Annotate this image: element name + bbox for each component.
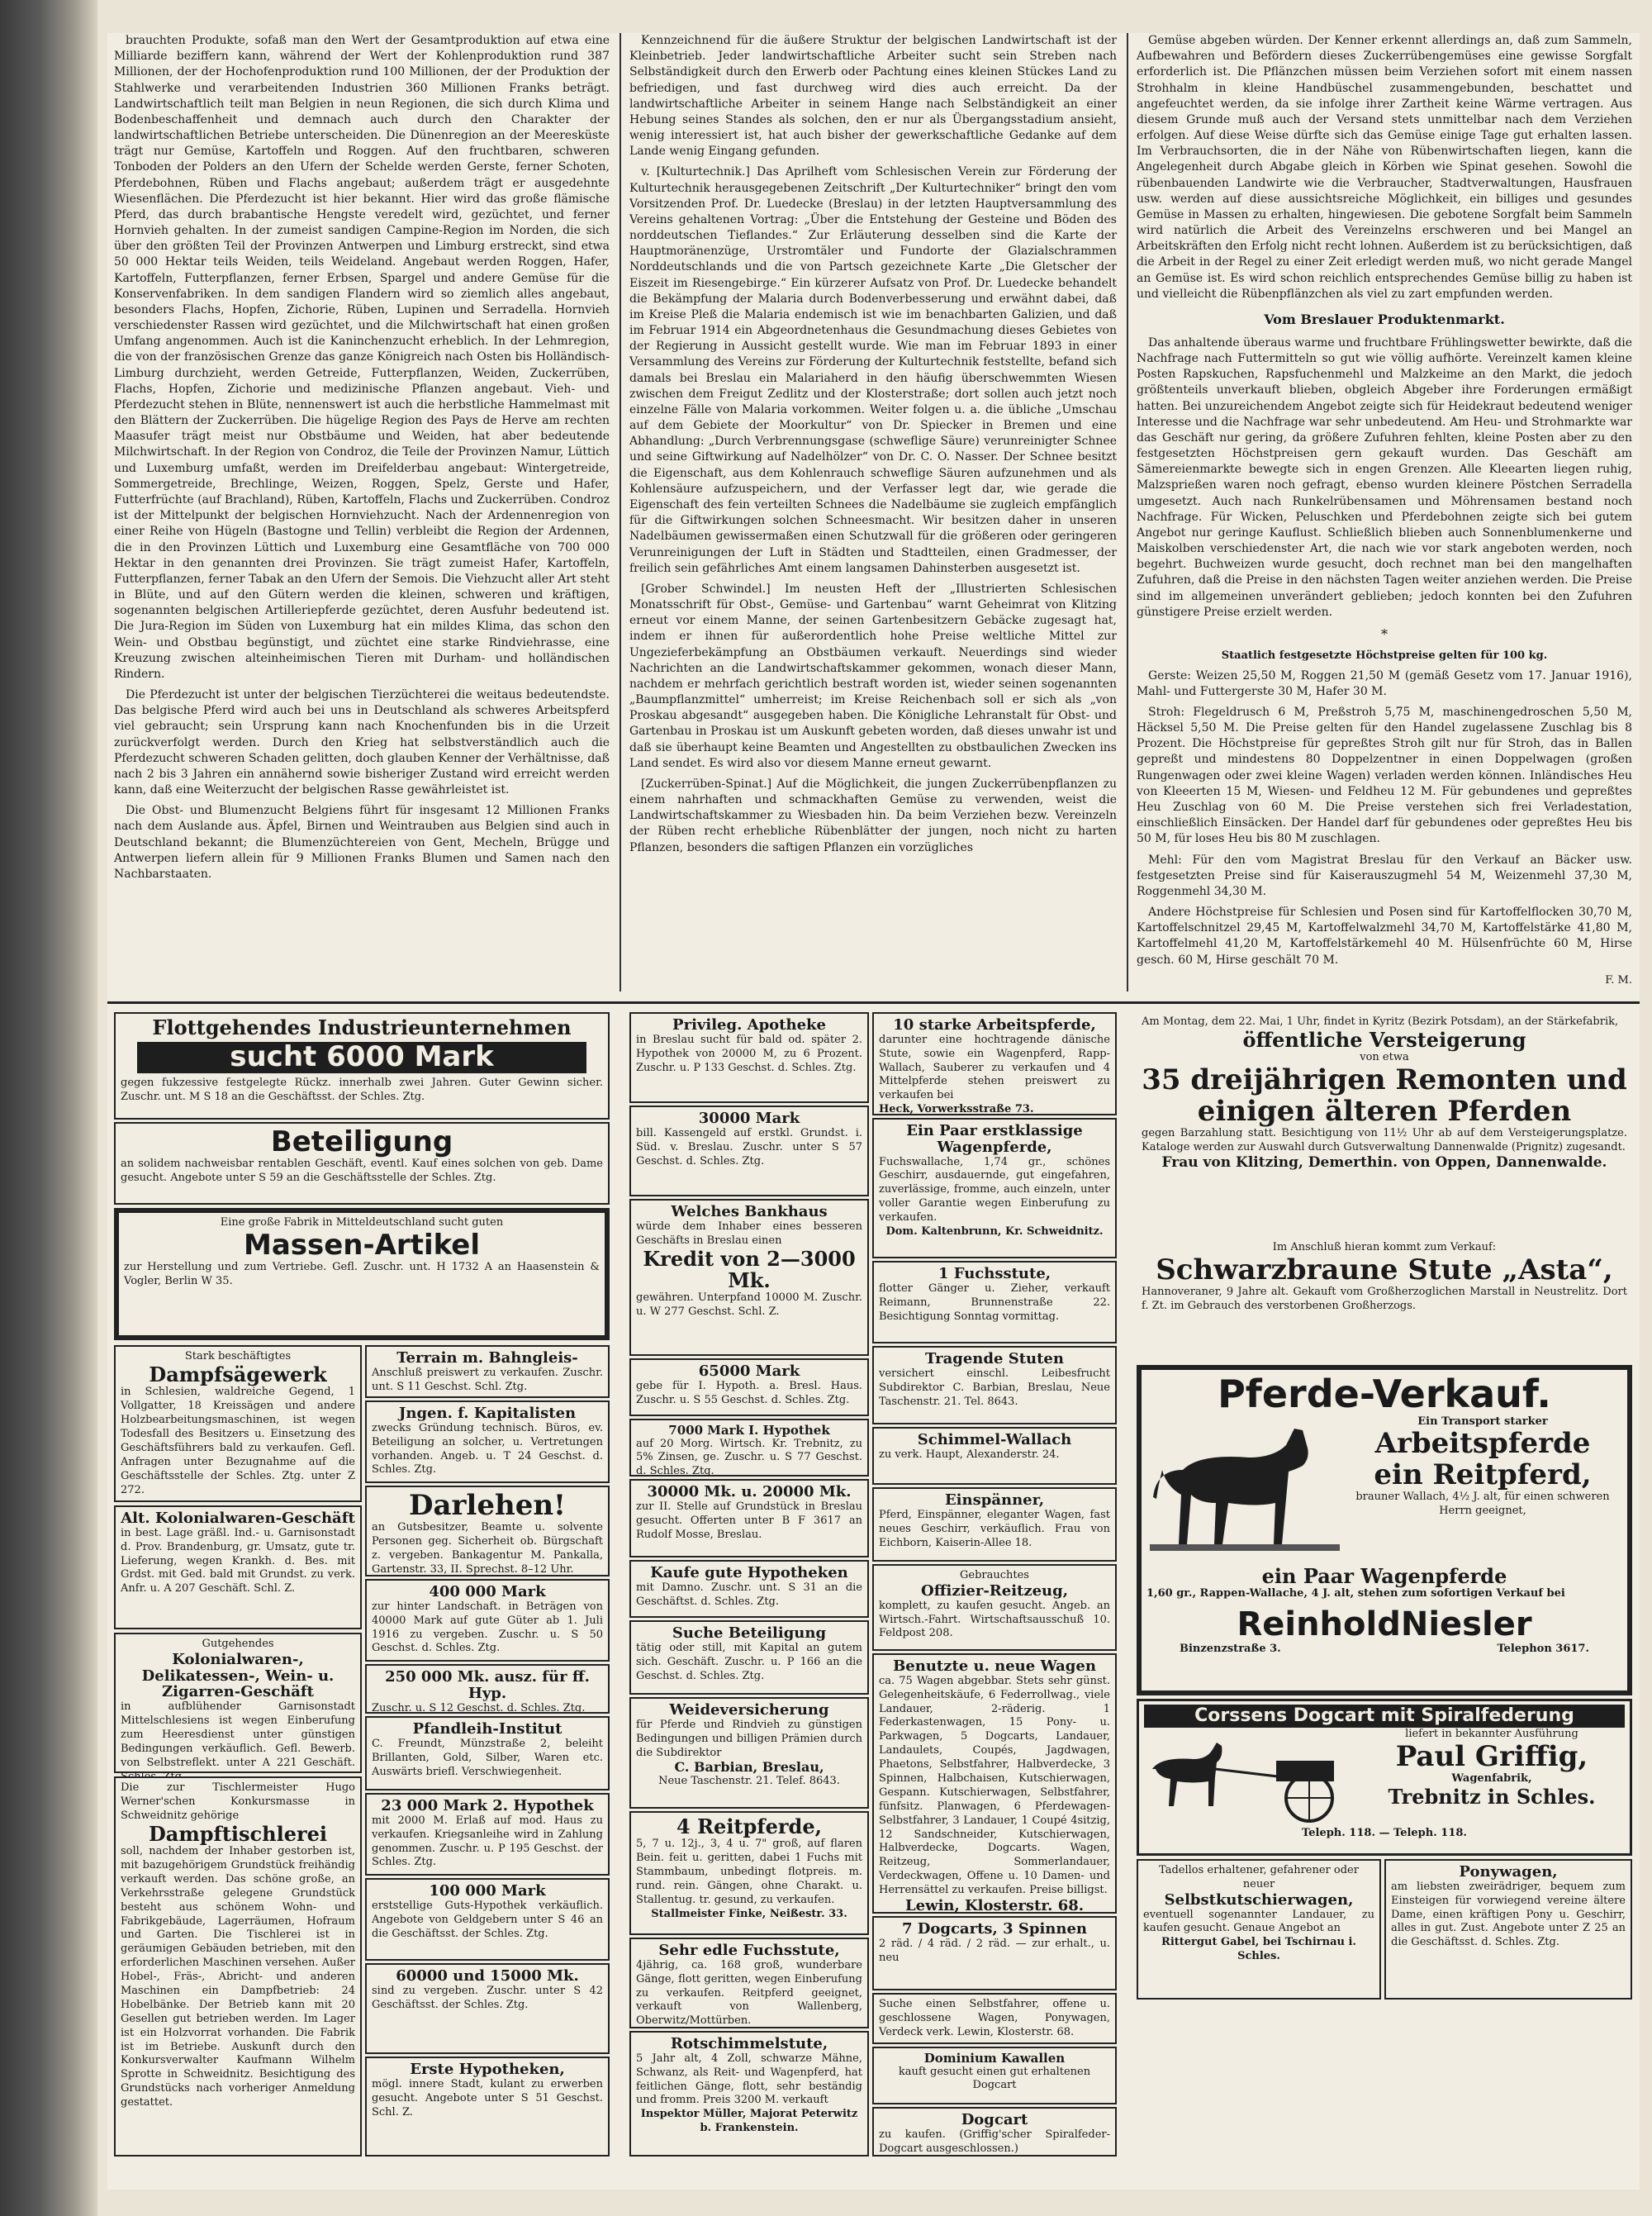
ad-text: 5, 7 u. 12j., 3, 4 u. 7" groß, auf flaren Bein. feit u. geritten, dabei 1 Fuchs mit Stammbaum, unbedingt flotpreis. m. rund. rein. Gängen, ohne Charakt. u. Stallentug. tr. gesund, zu verkaufen. bbox=[636, 1838, 862, 1906]
ad-text: Suche einen Selbstfahrer, offene u. geschlossene Wagen, Ponywagen, Verdeck verk. Lewin, Klosterstr. 68. bbox=[879, 1998, 1110, 2038]
ad-city: Trebnitz in Schles. bbox=[1388, 1785, 1596, 1809]
ad-text: Tadellos erhaltener, gefahrener oder neuer bbox=[1159, 1864, 1359, 1890]
ad-headline: Rotschimmelstute, bbox=[670, 2035, 828, 2052]
ad-text: mit 2000 M. Erlaß auf mod. Haus zu verkaufen. Kriegsanleihe wird in Zahlung genommen. Zuschr. u. P 195 Geschst. der Schles. Ztg. bbox=[372, 1814, 603, 1869]
paragraph: v. [Kulturtechnik.] Das Aprilheft vom Schlesischen Verein zur Förderung der Kulturtechnik herausgegebenen Zeitschrift „Der Kulturtechniker“ bringt den vom Vorsitzenden Prof. Dr. Luedecke (Breslau) in der letzten Hauptversammlung des Vereins gehaltenen Vortrag: „Über die Entstehung der Gesteine und Böden des norddeutschen Tieflandes.“ Zur Erläuterung desselben sind die Karte der Hauptmoränenzüge, Urstromtäler und Fundorte der Glazialschrammen Norddeutschlands und die von Partsch gezeichnete Karte „Die Gletscher der Eiszeit im Riesengebirge.“ Ein kürzerer Aufsatz von Prof. Dr. Luedecke behandelt die Bekämpfung der Malaria durch Bodenverbesserung und erwähnt dabei, daß im Kreise Pleß die Malaria endemisch ist wie im benachbarten Galizien, und daß im Februar 1914 ein Abgeordnetenhaus die Gesundmachung dieses Gebietes von der Regierung in Aussicht gestellt wurde. Wie man im Februar 1893 in einer Versammlung des Vereins zur Förderung der Kulturtechnik feststellte, befand sich damals bei Breslau ein Malariaherd in den häufig überschwemmten Wiesen zwischen dem Freigut Zedlitz und der Klosterstraße; dort sollen auch jetzt noch einzelne Fälle von Malaria vorkommen. Weiter folgen u. a. die übliche „Umschau auf dem Gebiete der Moorkultur“ von Dr. Spiecker in Bremen und eine Abhandlung: „Durch Verbrennungsgase (schweflige Säure) verunreinigter Schnee und seine Giftwirkung auf Nadelhölzer“ von Dr. C. O. Nasser. Der Schnee besitzt die Eigenschaft, aus dem Kohlenrauch schweflige Säuren aufzunehmen und als Kohlensäure aufzuspeichern, und der Verfasser legt dar, wie gerade die Eigenschaft des fein verteilten Schnees die Nadelbäume sie zugleich empfänglich für die Giftwirkungen solchen Schneesmacht. Wir besitzen daher in unseren Nadelbäumen gewissermaßen einen Schutzwall für die größeren oder geringeren Verunreinigungen der Luft in Städten und Stadtteilen, einen Gradmesser, der freilich sein gefährliches Amt einem langsamen Dahinsterben ausgesetzt ist. bbox=[629, 165, 1117, 575]
ad-bank-credit bbox=[629, 1199, 869, 1356]
column-divider bbox=[1127, 33, 1128, 991]
ad-text: liefert in bekannter Ausführung bbox=[1405, 1728, 1578, 1741]
ad-headline: 250 000 Mk. ausz. für ff. Hyp. bbox=[385, 1668, 590, 1702]
ad-pretext: Eine große Fabrik in Mitteldeutschland sucht guten bbox=[220, 1216, 504, 1229]
ad-65000-mark bbox=[629, 1358, 869, 1416]
ad-headline: Dominium Kawallen bbox=[923, 2051, 1066, 2066]
ad-text: zur II. Stelle auf Grundstück in Breslau gesucht. Offerten unter B F 3617 an Rudolf Mosse, Breslau. bbox=[636, 1500, 862, 1541]
ad-sawmill bbox=[114, 1345, 362, 1502]
ad-headline: ein Paar Wagenpferde bbox=[1261, 1563, 1507, 1588]
ad-headline: Schimmel-Wallach bbox=[917, 1431, 1072, 1448]
ad-text: tätig oder still, mit Kapital an gutem sich. Geschäft. Zuschr. u. P 166 an die Geschst. d. Schles. Ztg. bbox=[636, 1641, 862, 1682]
paragraph: Die Pferdezucht ist unter der belgischen Tierzüchterei die weitaus bedeutendste. Das belgische Pferd wird auch bei uns in Deutschland als schweres Arbeitspferd viel gebraucht; sein Ursprung kann nach Knochenfunden bis in die Urzeit zurückverfolgt werden. Durch den Krieg hat selbstverständlich auch die Pferdezucht schweren Schaden gelitten, doch glauben Kenner der Verhältnisse, daß nach 2 bis 3 Jahren ein annähernd sowie bisheriger Zustand wird erreicht werden kann, daß eine Weiterzucht der belgischen Rasse gewährleistet ist. bbox=[114, 688, 610, 797]
ad-text: gegen Barzahlung statt. Besichtigung von 11½ Uhr ab auf dem Versteigerungsplatze. Kataloge werden zur Auswahl durch Gutsverwaltung Dannenwalde (Prignitz) zugesandt. bbox=[1142, 1126, 1627, 1153]
paragraph: Das anhaltende überaus warme und fruchtbare Frühlingswetter bewirkte, daß die Nachfrage nach Futtermitteln so gut wie völlig aufhörte. Vereinzelt kamen kleine Posten Rapskuchen, Rapsfuchenmehl und Malzkeime an den Markt, die jedoch größtenteils unverkauft blieben, obgleich Abgeber ihre Forderungen ermäßigt hatten. Bei unzureichendem Angebot zeigte sich für Heidekraut bedeutend weniger Interesse und die Nachfrage war sehr unbedeutend. Am Heu- und Strohmarkte war das Geschäft nur gering, da größere Zufuhren fehlten, kleine Posten aber zu den festgesetzten Höchstpreisen gern gekauft wurden. Das Geschäft am Sämereienmarkte bewegte sich in engen Grenzen. Alle Kleearten liegen ruhig, Malzsprießen waren noch gefragt, ebenso wurden kleinere Pöstchen Serradella umgesetzt. Auch nach Runkelrübensamen und Möhrensamen bestand noch Nachfrage. Für Wicken, Peluschken und Pferdebohnen zeigte sich bei gutem Angebot nur geringe Kauflust. Schließlich blieben auch Sonnenblumenkerne und Maiskolben verschiedenster Art, die nach wie vor stark angeboten werden, noch begehrt. Buchweizen wurde gesucht, doch rechnet man bei den mangelhaften Zufuhren, daß die Preise in den nächsten Tagen weiter anziehen werden. Die Preise sind im allgemeinen unverändert geblieben; jedoch konnten bei den Zufuhren günstigere Preise erzielt werden. bbox=[1137, 335, 1632, 619]
ad-text: Im Anschluß hieran kommt zum Verkauf: bbox=[1272, 1241, 1497, 1253]
author-signature: F. M. bbox=[1605, 973, 1632, 987]
ad-headline: Kolonialwaren-, Delikatessen-, Wein- u. Zigarren-Geschäft bbox=[141, 1650, 335, 1701]
ad-text: bill. Kassengeld auf erstkl. Grundst. i. Süd. v. Breslau. Zuschr. unter S 57 Geschst. d. Schles. Ztg. bbox=[636, 1126, 862, 1167]
ad-text: komplett, zu kaufen gesucht. Angeb. an Wirtsch.-Fahrt. Wirtschaftsausschuß 10. Feldpost 208. bbox=[879, 1599, 1110, 1640]
ad-text: auf 20 Morg. Wirtsch. Kr. Trebnitz, zu 5% Zinsen, ge. Zuschr. u. S 77 Geschst. d. Schles. Ztg. bbox=[636, 1437, 862, 1478]
ad-headline: 23 000 Mark 2. Hypothek bbox=[381, 1797, 594, 1814]
ad-pretext: Die zur Tischlermeister Hugo Werner'schen Konkursmasse in Schweidnitz gehörige bbox=[121, 1781, 355, 1822]
paragraph: [Zuckerrüben-Spinat.] Auf die Möglichkeit, die jungen Zuckerrübenpflanzen zu einem nahrhaften und schmackhaften Gemüse zu verwenden, weist die Landwirtschaftskammer zu Wiesbaden hin. Da beim Verziehen bezw. Vereinzeln der Rüben recht erhebliche Rübenblätter der jungen, noch nicht zu harten Pflanzen, besonders die saftigen Pflanzen ein vorzügliches bbox=[629, 777, 1117, 854]
ad-riding-horses bbox=[629, 1811, 869, 1935]
newspaper-page bbox=[107, 33, 1640, 2190]
ad-pawn-institute bbox=[365, 1716, 610, 1790]
ad-work-horses bbox=[872, 1012, 1117, 1115]
ad-seller: Dom. Kaltenbrunn, Kr. Schweidnitz. bbox=[885, 1225, 1104, 1239]
ad-text: für Pferde und Rindvieh zu günstigen Bedingungen und billigen Prämien durch die Subdirektor bbox=[636, 1718, 862, 1759]
paragraph: Andere Höchstpreise für Schlesien und Posen sind für Kartoffelflocken 30,70 M, Kartoffelschnitzel 29,45 M, Kartoffelwalzmehl 34,70 M, Kartoffelstärke 41,80 M, Kartoffelmehl 41,20 M, Kartoffelstärkemehl 40 M. Hülsenfrüchte 60 M, Hirse gesch. 60 M, Hirse geschält 70 M. bbox=[1137, 906, 1632, 967]
paragraph: Mehl: Für den vom Magistrat Breslau für den Verkauf an Bäcker usw. festgesetzten Preise sind für Kaiserauszugmehl 54 M, Weizenmehl 37,30 M, Roggenmehl 34,30 M. bbox=[1137, 853, 1632, 898]
ad-pretext: Stark beschäftigtes bbox=[184, 1350, 292, 1362]
ad-text: Hannoveraner, 9 Jahre alt. Gekauft vom Großherzoglichen Marstall in Neustrelitz. Dort f. Zt. im Gebrauch des verstorbenen Großherzogs. bbox=[1142, 1286, 1627, 1313]
ad-subheadline: sucht 6000 Mark bbox=[137, 1042, 586, 1072]
ad-headline: Ponywagen, bbox=[1459, 1863, 1558, 1881]
ad-chestnut-filly bbox=[872, 1261, 1117, 1343]
ad-phone: Teleph. 118. — Teleph. 118. bbox=[1302, 1827, 1467, 1840]
ad-text: in aufblühender Garnisonstadt Mittelschlesiens ist wegen Einberufung zum Heeresdienst unter günstigen Bedingungen verkäuflich. Gefl. Bewerb. von Selbstreflekt. unter A 221 Geschäft. bbox=[121, 1700, 355, 1769]
ad-100000-mark bbox=[365, 1878, 610, 1961]
ad-text: Pferd, Einspänner, eleganter Wagen, fast neues Geschirr, verkäuflich. Frau von Eichborn, Kaiserin-Allee 18. bbox=[879, 1508, 1110, 1549]
ad-text: gewähren. Unterpfand 10000 M. Zuschr. u. W 277 Geschst. Schl. Z. bbox=[636, 1291, 862, 1319]
ad-text: 2 räd. / 4 räd. / 2 räd. — zur erhalt., u. neu bbox=[879, 1937, 1110, 1964]
ad-officer-saddle bbox=[872, 1564, 1117, 1651]
ad-pasture-insurance bbox=[629, 1697, 869, 1809]
ad-mortgage-30000-20000 bbox=[629, 1479, 869, 1557]
ad-headline: Welches Bankhaus bbox=[671, 1203, 828, 1220]
ad-headline: Terrain m. Bahngleis- bbox=[396, 1349, 578, 1367]
ad-subtext: von etwa bbox=[1360, 1051, 1409, 1064]
ad-colonial-goods bbox=[114, 1505, 362, 1629]
ad-text: zu verk. Haupt, Alexanderstr. 24. bbox=[879, 1448, 1060, 1461]
ad-headline: 60000 und 15000 Mk. bbox=[396, 1967, 579, 1985]
ad-seller: Stallmeister Finke, Neißestr. 33. bbox=[651, 1907, 847, 1920]
paragraph: Kennzeichnend für die äußere Struktur der belgischen Landwirtschaft ist der Kleinbetrieb. Jeder landwirtschaftliche Arbeiter sucht sein Streben nach Selbständigkeit durch den Erwerb oder Pachtung eines kleinen Stückes Land zu befriedigen, und fast durchweg wird dies auch erreicht. Da der landwirtschaftliche Arbeiter in seinem Hange nach Selbständigkeit an einer Hebung seines Standes als solchen, den er nur als Übergangsstadium ansieht, wenig interessiert ist, hat auch bisher der gewerkschaftliche Gedanke auf dem Lande wenig Eingang gefunden. bbox=[629, 34, 1117, 159]
ad-text: eventuell sogenannter Landauer, zu kaufen gesucht. Genaue Angebot an bbox=[1143, 1908, 1374, 1935]
ad-mass-article bbox=[114, 1208, 610, 1340]
ad-roan-mare bbox=[629, 2031, 869, 2157]
ad-headline: 1 Fuchsstute, bbox=[938, 1265, 1051, 1282]
ad-headline: Darlehen! bbox=[409, 1489, 566, 1522]
ad-headline: Sehr edle Fuchsstute, bbox=[658, 1942, 840, 1959]
ad-seller: Lewin, Klosterstr. 68. bbox=[904, 1897, 1085, 1915]
ad-text: Fuchswallache, 1,74 gr., schönes Geschirr, ausdauernde, gut eingefahren, zuverlässige, fromme, auch einzeln, unter voller Garantie wegen Einberufung zu verkaufen. bbox=[879, 1155, 1110, 1225]
ad-headline: Offizier-Reitzeug, bbox=[921, 1581, 1068, 1600]
ad-address: Binzenzstraße 3. bbox=[1180, 1642, 1281, 1655]
ad-seller: Inspektor Müller, Majorat Peterwitz b. Frankenstein. bbox=[640, 2108, 858, 2135]
paragraph: Gemüse abgeben würden. Der Kenner erkennt allerdings an, daß zum Sammeln, Aufbewahren und Befördern dieses Zuckerrübengemüses eine gewisse Sorgfalt erforderlich ist. Die Pflänzchen müssen beim Verziehen sofort mit einem nassen Strohhalm in kleine Handbüschel zusammengebunden, beschattet und angefeuchtet werden, da sie infolge ihrer Zartheit keine Wärme vertragen. Aus diesem Grunde muß auch der Versand stets unmittelbar nach dem Verziehen erfolgen. Auf diese Weise dürfte sich das Gemüse einige Tage gut erhalten lassen. Im Verbrauchsorten, die in der Nähe von Rübenwirtschaften liegen, kann die Angelegenheit durch Abgabe gleich in Körben wie Spinat gesehen. Sowohl die rübenbauenden Landwirte wie die Verbraucher, Stadtverwaltungen, Hausfrauen usw. werden auf diese aussichtsreiche Möglichkeit, ein billiges und gesundes Gemüse in Massen zu erhalten, hingewiesen. Die gebotene Sorgfalt beim Sammeln wird natürlich die Arbeit des Vereinzelns erschweren und bei Mangel an Arbeitskräften den Erfolg nicht recht lohnen. Außerdem ist zu berücksichtigen, daß die Arbeit in der Regel zu einer Zeit erledigt werden muß, wo nicht gerade Mangel an Gemüse ist. Es wird schon reichlich entsprechendes Gemüse billig zu haben ist und vielleicht die Rübenpflänzchen als viel zu zart empfunden werden. bbox=[1137, 34, 1632, 301]
paragraph: Gerste: Weizen 25,50 M, Roggen 21,50 M (gemäß Gesetz vom 17. Januar 1916), Mahl- und Futtergerste 30 M, Hafer 30 M. bbox=[1137, 668, 1632, 698]
ad-carriage-horses bbox=[872, 1118, 1117, 1258]
ad-text: flotter Gänger u. Zieher, verkauft Reimann, Brunnenstraße 22. Besichtigung Sonntag vormittag. bbox=[879, 1282, 1110, 1323]
article-column-2 bbox=[629, 33, 1117, 991]
ad-headline: Einspänner, bbox=[944, 1491, 1045, 1509]
ad-pregnant-mares bbox=[872, 1346, 1117, 1424]
ad-big-headline: 35 dreijährigen Remonten und einigen älteren Pferden bbox=[1142, 1063, 1627, 1128]
ad-headline: Tragende Stuten bbox=[925, 1350, 1064, 1367]
ad-headline: Pferde-Verkauf. bbox=[1218, 1372, 1551, 1416]
ad-pretext: Gutgehendes bbox=[202, 1638, 274, 1650]
ad-headline: Massen-Artikel bbox=[243, 1228, 481, 1262]
ad-headline: ein Reitpferd, bbox=[1374, 1458, 1592, 1491]
paragraph: Die Obst- und Blumenzucht Belgiens führt für insgesamt 12 Millionen Franks nach dem Auslande aus. Äpfel, Birnen und Weintrauben aus Belgien sind auch in Deutschland bekannt; die Blumenzüchtereien von Gent, Mecheln, Brügge und Antwerpen liefern allein für 9 Millionen Franks Blumen und Samen nach den Nachbarstaaten. bbox=[114, 804, 610, 881]
horse-carriage-illustration bbox=[1144, 1728, 1359, 1827]
ad-headline: Dampfsägewerk bbox=[149, 1362, 327, 1386]
ad-text: mit Damno. Zuschr. unt. S 31 an die Geschäftst. d. Schles. Ztg. bbox=[636, 1581, 862, 1608]
ad-headline: Flottgehendes Industrieunternehmen bbox=[152, 1015, 572, 1039]
ad-pharmacy bbox=[629, 1012, 869, 1103]
article-column-3 bbox=[1137, 33, 1632, 991]
ad-industrial-company bbox=[114, 1012, 610, 1120]
article-column-1 bbox=[114, 33, 610, 991]
ad-headline: Beteiligung bbox=[270, 1125, 453, 1158]
ad-terrain bbox=[365, 1345, 610, 1398]
ad-text: soll, nachdem der Inhaber gestorben ist, mit bazugehörigem Grundstück freihändig verkauft werden. Das schöne große, an Verkehrsstraße gelegene Grundstück besteht aus schönem Wohn- und Fabrikgebäude, Lagerräumen, Hofraum und Garten. Die Tischlerei ist in geräumigen Gebäuden betrieben, mit den erforderlichen Maschinen versehen. Außer Hobel-, Fräs-, Abricht- und anderen Maschinen ein Dampfbetrieb: 24 Hobelbänke. Der Betrieb kann mit 20 Gesellen gut betrieben werden. Im Lager ist ein Holzvorrat vorhanden. Die Fabrik ist im Betriebe. Auskunft durch den Konkursverwalter Kaufmann Wilhelm Sprotte in Schweidnitz. Besichtigung des Grundstücks nach vorheriger Anmeldung gestattet. bbox=[121, 1845, 355, 2109]
ad-text: Anschluß preiswert zu verkaufen. Zuschr. unt. S 11 Geschst. Schl. Ztg. bbox=[372, 1366, 603, 1393]
ad-headline: Suche Beteiligung bbox=[672, 1624, 827, 1642]
ad-headline: Ein Paar erstklassige Wagenpferde, bbox=[906, 1122, 1083, 1156]
ad-dogcart-wanted bbox=[872, 2107, 1117, 2157]
ad-seller: Frau von Klitzing, Demerthin. von Oppen, Dannenwalde. bbox=[1161, 1153, 1607, 1171]
ad-headline: Corssens Dogcart mit Spiralfederung bbox=[1144, 1705, 1625, 1728]
ad-seller: Rittergut Gabel, bei Tschirnau i. Schles. bbox=[1161, 1936, 1356, 1963]
ad-text: gebe für I. Hypoth. a. Bresl. Haus. Zuschr. u. S 55 Geschst. d. Schles. Ztg. bbox=[636, 1379, 862, 1406]
ad-participation bbox=[114, 1122, 610, 1205]
ad-text: an solidem nachweisbar rentablen Geschäft, eventl. Kauf eines solchen von geb. Dame gesucht. Angebote unter S 59 an die Geschäftsstelle der Schles. Ztg. bbox=[121, 1158, 603, 1185]
column-divider bbox=[620, 33, 621, 991]
ad-text: Am Montag, dem 22. Mai, 1 Uhr, findet in Kyritz (Bezirk Potsdam), an der Stärkefabrik, bbox=[1142, 1015, 1619, 1028]
ad-headline: 100 000 Mark bbox=[429, 1882, 546, 1900]
ad-used-new-wagons bbox=[872, 1653, 1117, 1914]
ad-text: Neue Taschenstr. 21. Telef. 8643. bbox=[658, 1775, 840, 1788]
ad-headline: öffentliche Versteigerung bbox=[1242, 1027, 1526, 1052]
ad-text: sind zu vergeben. Zuschr. unter S 42 Geschäftsst. der Schles. Ztg. bbox=[372, 1984, 603, 2011]
paragraph: [Grober Schwindel.] Im neusten Heft der „Illustrierten Schlesischen Monatsschrift für Obst-, Gemüse- und Gartenbau“ warnt Geheimrat von Klitzing erneut vor einem Manne, der seinen Gartenbesitzern Gebäcke zugesagt hat, indem er ihnen für außerordentlich hohe Preise weltliche Mittel zur Ungezieferbekämpfung an Obstbäumen verkauft. Neuerdings sind wieder Nachrichten an die Landwirtschaftskammer gekommen, wonach dieser Mann, nachdem er mehrfach gerichtlich bestraft worden ist, wieder seinen sogenannten „Baumpflanzmittel“ umherreist; im Kreise Reichenbach soll er sich als „von Proskau abgesandt“ ausgegeben haben. Die Königliche Lehranstalt für Obst- und Gartenbau in Proskau ist um Auskunft gebeten worden, daß dieses unwahr ist und daß sie überhaupt keine Beamten und Angestellten zu obstbaulichen Zwecken ins Land sendet. Es wird also vor diesem Manne erneut gewarnt. bbox=[629, 582, 1117, 770]
ad-headline: Selbstkutschierwagen, bbox=[1164, 1890, 1354, 1909]
ad-headline: Privileg. Apotheke bbox=[672, 1016, 826, 1034]
ad-horse-sale bbox=[1137, 1365, 1632, 1695]
ad-single-horse-carriage bbox=[872, 1487, 1117, 1562]
ad-self-driver bbox=[872, 1993, 1117, 2044]
ad-headline: 30000 Mk. u. 20000 Mk. bbox=[647, 1483, 852, 1500]
ad-30000-mark bbox=[629, 1106, 869, 1196]
ad-text: in Breslau sucht für bald od. später 2. Hypothek von 20000 M, zu 6 Prozent. Zuschr. u. P 133 Geschst. d. Schles. Ztg. bbox=[636, 1033, 862, 1074]
ad-text: ca. 75 Wagen abgebbar. Stets sehr günst. Gelegenheitskäufe, 6 Federrollwag., viele Landauer, 2-räderig. 1 Federkastenwagen, 15 Pony- u. Parkwagen, 5 Dogcarts, Landauer, Landaulets, Coupés, Jagdwagen, Phaetons, Selbstfahrer, Halbverdecke, 3 Spinnen, Halbchaisen, Kutschierwagen, Gespann. Kutschierwagen, Selbstfahrer, fünfsitz. Planwagen, 6 Pferdewagen-Selbstfahrer, 3 Landauer, 1 Coupé 4sitzig, 12 Sandschneider, Kutschierwagen, Halbverdecke, Dogcarts. Wagen, Reitzeug, Sommerlandauer, Verdeckwagen, Offene u. 10 Damen- und Herrensättel zu verkaufen. Preise billigst. bbox=[879, 1674, 1110, 1897]
ad-text: 4jährig, ca. 168 groß, wunderbare Gänge, flott geritten, wegen Einberufung zu verkaufen. Reitpferd geeignet, verkauft von Wallenberg, Oberwitz/Mottürben. bbox=[636, 1958, 862, 2028]
ad-seek-participation bbox=[629, 1620, 869, 1695]
ad-headline: 30000 Mark bbox=[698, 1110, 800, 1127]
ad-company: C. Barbian, Breslau, bbox=[674, 1759, 824, 1776]
ad-mare-asta bbox=[1137, 1238, 1632, 1362]
ad-text: darunter eine hochtragende dänische Stute, sowie ein Wagenpferd, Rapp-Wallach, Sauberer zu verkaufen und 4 Mittelpferde stehen preiswert zu verkaufen bei bbox=[879, 1033, 1110, 1102]
ad-text: würde dem Inhaber eines besseren Geschäfts in Breslau einen bbox=[636, 1220, 862, 1247]
ad-text: mögl. innere Stadt, kulant zu erwerben gesucht. Angebote unter S 51 Geschst. Schl. Z. bbox=[372, 2077, 603, 2119]
ad-headline: Benutzte u. neue Wagen bbox=[893, 1657, 1096, 1675]
ad-delicatessen bbox=[114, 1633, 362, 1773]
horse-illustration bbox=[1150, 1420, 1340, 1561]
ad-text: 1,60 gr., Rappen-Wallache, 4 J. alt, stehen zum sofortigen Verkauf bei bbox=[1146, 1586, 1565, 1600]
ad-headline: Weideversicherung bbox=[669, 1701, 829, 1719]
ad-text: erststellige Guts-Hypothek verkäuflich. Angebote von Geldgebern unter S 46 an die Geschäftsst. der Schles. Ztg. bbox=[372, 1899, 603, 1940]
ad-text: kauft gesucht einen gut erhaltenen Dogcart bbox=[898, 2065, 1091, 2092]
ad-seller-name: ReinholdNiesler bbox=[1237, 1605, 1532, 1643]
ad-buy-mortgages bbox=[629, 1560, 869, 1618]
ad-headline: 7000 Mark I. Hypothek bbox=[668, 1423, 830, 1438]
separator-star: * bbox=[1381, 625, 1388, 642]
ad-dogcarts bbox=[872, 1916, 1117, 1990]
ad-dominium-kawallen bbox=[872, 2047, 1117, 2104]
ad-text: in Schlesien, waldreiche Gegend, 1 Vollgatter, 18 Kreissägen und andere Holzbearbeitungsmaschinen, ist wegen Todesfall des Besitzers u. Einsetzung des Geschäftsführers bald zu verkaufen. Gefl. Anfragen unter Bezugnahme auf die Geschäftsstelle der Schles. Ztg. unter Z 272. bbox=[121, 1386, 355, 1496]
ad-text: C. Freundt, Münzstraße 2, beleiht Brillanten, Gold, Silber, Waren etc. Auswärts briefl. Verschwiegenheit. bbox=[372, 1737, 603, 1778]
ad-carpentry bbox=[114, 1776, 362, 2157]
ad-7000-mark bbox=[629, 1419, 869, 1477]
ad-text: brauner Wallach, 4½ J. alt, für einen schweren Herrn geeignet, bbox=[1355, 1491, 1610, 1518]
ad-headline: Dampftischlerei bbox=[148, 1821, 328, 1846]
ad-text: zur Herstellung und zum Vertriebe. Gefl. Zuschr. unt. H 1732 A an Haasenstein & Vogler, Berlin W 35. bbox=[124, 1261, 600, 1288]
ad-text: in best. Lage gräßl. Ind.- u. Garnisonstadt d. Prov. Brandenburg, gr. Umsatz, gute tr. Lieferung, wegen Krankh. d. Bes. mit Grdst. mit Ged. bald mit Grundst. zu verk. Anfr. u. A 207 Geschäft. Schl. Z. bbox=[121, 1526, 355, 1595]
ad-loan bbox=[365, 1486, 610, 1576]
ad-engineer bbox=[365, 1400, 610, 1483]
ad-headline: 7 Dogcarts, 3 Spinnen bbox=[901, 1920, 1087, 1938]
ad-amount: Kredit von 2—3000 Mk. bbox=[643, 1246, 856, 1292]
paragraph: brauchten Produkte, sofaß man den Wert der Gesamtproduktion auf etwa eine Milliarde beziffern kann, während der Wert der Kohlenproduktion rund 387 Millionen, der der Hochofenproduktion rund 100 Millionen, der der Produktion der Stahlwerke und verarbeitenden Industrien 360 Millionen Franks beträgt. Landwirtschaftlich teilt man Belgien in neun Regionen, die sich durch Klima und Bodenbeschaffenheit und demnach auch durch den Charakter der landwirtschaftlichen Betriebe unterscheiden. Die Dünenregion an der Meeresküste trägt nur Gemüse, Kartoffeln und Roggen. Auf den fruchtbaren, schweren Tonboden der Polders an den Ufern der Schelde werden Gerste, ferner Schoten, Pferdebohnen, Rüben und Flachs angebaut; außerdem trägt er ausgedehnte Wiesenflächen. Die Pferdezucht ist hier bekannt. Hier wird das große flämische Pferd, das durch brabantische Hengste veredelt wird, gezüchtet, und ferner Hornvieh gehalten. In der zumeist sandigen Campine-Region im Norden, die sich über den größten Teil der Provinzen Antwerpen und Limburg erstreckt, sind etwa 50 000 Hektar teils Weiden, teils Weideland. Angebaut werden Roggen, Hafer, Kartoffeln, Futterpflanzen, ferner Erbsen, Spargel und andere Gemüse für die Konservenfabriken. In dem sandigen Flandern wird so ziemlich alles angebaut, besonders Flachs, Hopfen, Zichorie, Rüben, Lupinen und Serradella. Hornvieh verschiedenster Rassen wird gezüchtet, und die Milchwirtschaft hat einen großen Umfang angenommen. Auch ist die Kaninchenzucht erheblich. In der Lehmregion, die von der französischen Grenze das ganze Königreich nach Osten bis Holländisch-Limburg durchzieht, werden Getreide, Futterpflanzen, Weiden, Zuckerrüben, Flachs, Hopfen, Zichorie und medizinische Pflanzen angebaut. Vieh- und Pferdezucht stehen in Blüte, nennenswert ist auch die herbstliche Hammelmast mit den Blättern der Zuckerrüben. Die hügelige Region des Pays de Herve am rechten Maasufer trägt meist nur Obstbäume und Weiden, hat aber bedeutende Milchwirtschaft. In der Region von Condroz, die Teile der Provinzen Namur, Lüttich und Luxemburg umfaßt, werden im Dreifelderbau angebaut: Wintergetreide, Sommergetreide, Brechlinge, Weizen, Roggen, Spelz, Gerste und Hafer, Futterfrüchte (auf Brachland), Rüben, Kartoffeln, Flachs und Zuckerrüben. Condroz ist der Mittelpunkt der belgischen Hornviehzucht. Nach der Ardennenregion von einer Reihe von Hügeln (Bastogne und Tellin) verbleibt die Region der Ardennen, die in den Provinzen Lüttich und Luxemburg eine Gesamtfläche von 700 000 Hektar in den genannten drei Provinzen. Sie trägt zumeist Hafer, Kartoffeln, Futterpflanzen, ferner Tabak an den Ufern der Semois. Die Viehzucht aller Art steht in Blüte, und auf den Gütern werden die kleinen, schweren und kräftigen, sogenannten belgischen Artilleriepferde gezüchtet, deren Ausfuhr bedeutend ist. Die Jura-Region im Süden von Luxemburg hat ein mildes Klima, das schon den Wein- und Obstbau begünstigt, und züchtet eine starke Rindviehrasse, eine Kreuzung zwischen alteinheimischen Tieren mit Durham- und holländischen Rindern. bbox=[114, 34, 610, 681]
ad-headline: Alt. Kolonialwaren-Geschäft bbox=[121, 1510, 355, 1527]
ad-pretext: Gebrauchtes bbox=[960, 1569, 1029, 1581]
ad-text: zwecks Gründung technisch. Büros, ev. Beteiligung an solcher, u. Vertretungen vorhanden. Angeb. u. T 24 Geschst. d. Schles. Ztg. bbox=[372, 1421, 603, 1477]
market-report-heading: Vom Breslauer Produktenmarkt. bbox=[1264, 311, 1505, 327]
ad-headline: Kaufe gute Hypotheken bbox=[650, 1564, 848, 1581]
ad-text: 5 Jahr alt, 4 Zoll, schwarze Mähne, Schwanz, als Reit- und Wagenpferd, hat feitlichen Gänge, flott, sehr beständig und fromm. Preis 3200 M. verkauft bbox=[636, 2052, 862, 2107]
ad-headline: Pfandleih-Institut bbox=[412, 1720, 563, 1738]
ad-23000-mark bbox=[365, 1793, 610, 1876]
ad-headline: 4 Reitpferde, bbox=[676, 1814, 822, 1838]
paragraph: Stroh: Flegeldrusch 6 M, Preßstroh 5,75 M, maschinengedroschen 5,50 M, Häcksel 5,50 M. Die Preise gelten für den Handel zugelassene Zuschlag bis 8 Prozent. Die Höchstpreise für gepreßtes Stroh gilt nur für Stroh, das in Ballen gepreßt und mindestens 80 Doppelzentner in einen Doppelwagen (großen Rungenwagen oder zwei kleine Wagen) verladen werden können. Inländisches Heu von Kleeerten 15 M, Wiesen- und Feldheu 12 M. Für gebundenes und gepreßtes Heu Zuschlag von 60 M. Die Preise verstehen sich frei Verladestation, einschließlich Einsäcken. Der Handel darf für gebundenes oder gepreßtes Heu bis 50 M, für loses Heu bis 80 M zuschlagen. bbox=[1137, 705, 1632, 846]
ad-text: an Gutsbesitzer, Beamte u. solvente Personen geg. Sicherheit ob. Bürgschaft z. vergeben. Bankagentur M. Pankalla, Gartenstr. 33, II. Sprechst. 8–12 Uhr. bbox=[372, 1521, 603, 1576]
ad-phone: Telephon 3617. bbox=[1497, 1642, 1589, 1655]
ad-headline: 400 000 Mark bbox=[429, 1583, 546, 1600]
price-table-heading: Staatlich festgesetzte Höchstpreise gelten für 100 kg. bbox=[1221, 649, 1548, 662]
ad-headline: Jngen. f. Kapitalisten bbox=[398, 1405, 577, 1422]
ad-headline: 10 starke Arbeitspferde, bbox=[893, 1016, 1096, 1034]
ad-text: Wagenfabrik, bbox=[1451, 1772, 1532, 1786]
ad-headline: Arbeitspferde bbox=[1374, 1427, 1591, 1461]
ad-250000-mark bbox=[365, 1664, 610, 1714]
ad-seller: Heck, Vorwerksstraße 73. bbox=[879, 1103, 1034, 1116]
ad-selfdrive-carriage-wanted bbox=[1137, 1859, 1381, 2000]
ad-chestnut-mare bbox=[629, 1938, 869, 2028]
ad-headline: Schwarzbraune Stute „Asta“, bbox=[1156, 1253, 1613, 1286]
ad-dogcart-griffig bbox=[1137, 1699, 1632, 1856]
ad-seller-name: Paul Griffig, bbox=[1395, 1740, 1588, 1774]
ad-pony-wagon bbox=[1384, 1859, 1632, 2000]
ad-text: zur hinter Landschaft. in Beträgen von 40000 Mark auf gute Güter ab 1. Juli 1916 zu vergeben. Zuschr. u. S 50 Geschst. d. Schles. Ztg. bbox=[372, 1600, 603, 1655]
ad-headline: Dogcart bbox=[961, 2111, 1028, 2128]
ad-text: gegen fukzessive festgelegte Rückz. innerhalb zwei Jahren. Guter Gewinn sicher. Zuschr. unt. M S 18 an die Geschäftsst. der Schles. Ztg. bbox=[121, 1076, 603, 1103]
ad-text: Ein Transport starker bbox=[1417, 1415, 1548, 1428]
ad-text: zu kaufen. (Griffig'scher Spiralfeder-Dogcart ausgeschlossen.) bbox=[879, 2128, 1110, 2155]
ad-text: Zuschr. u. S 12 Geschst. d. Schles. Ztg. bbox=[372, 1701, 586, 1714]
ad-first-mortgages bbox=[365, 2057, 610, 2157]
ad-headline: 65000 Mark bbox=[698, 1362, 800, 1380]
ad-400000-mark bbox=[365, 1579, 610, 1662]
ad-text: am liebsten zweirädriger, bequem zum Einsteigen für vorwiegend vereine ältere Dame, einen kräftigen Pony u. Geschirr, alles in gut. Zust. Angebote unter Z 25 an die Geschäftsst. d. Schles. Ztg. bbox=[1391, 1880, 1626, 1949]
ad-auction-remounts bbox=[1137, 1012, 1632, 1235]
ad-60000-mark bbox=[365, 1963, 610, 2054]
ad-grey-gelding bbox=[872, 1427, 1117, 1485]
book-binding-edge bbox=[0, 0, 97, 2216]
section-divider bbox=[107, 1001, 1640, 1004]
ad-headline: Erste Hypotheken, bbox=[410, 2061, 565, 2078]
ad-text: versichert einschl. Leibesfrucht Subdirektor C. Barbian, Breslau, Neue Taschenstr. 21. Tel. 8643. bbox=[879, 1367, 1110, 1408]
